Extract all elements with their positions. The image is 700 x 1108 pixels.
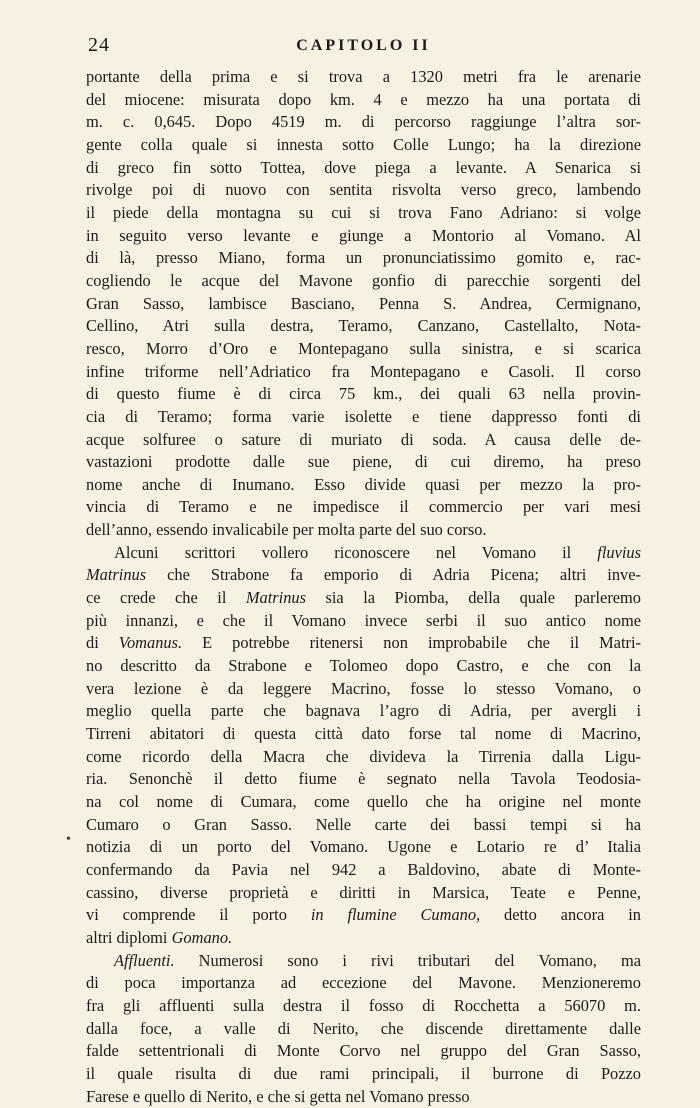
- text-run: Cellino, Atri sulla destra, Teramo, Canzano, Castellalto, Nota-: [86, 316, 641, 336]
- text-line: [86, 406, 641, 429]
- text-run: Tirreni abitatori di questa città dato forse tal nome di Macrino,: [86, 724, 641, 744]
- text-run: il quale risulta di due rami principali, il burrone di Pozzo: [86, 1063, 641, 1083]
- text-line: [86, 89, 641, 112]
- text-line: [86, 836, 641, 859]
- text-line: [86, 225, 641, 248]
- italic-text: Vomanus.: [118, 633, 183, 653]
- text-run: Farese e quello di Nerito, e che si getta nel Vomano presso: [86, 1086, 470, 1106]
- paragraph: [86, 66, 641, 542]
- italic-text: in flumine Cumano,: [310, 905, 481, 925]
- text-line: [86, 270, 641, 293]
- margin-mark: •: [66, 832, 71, 847]
- running-head: CAPITOLO II: [296, 37, 431, 54]
- italic-text: Matrinus: [86, 565, 147, 585]
- text-run: notizia di un porto del Vomano. Ugone e Lotario re d’ Italia: [86, 837, 641, 857]
- text-line: [86, 1018, 641, 1041]
- text-line: [86, 746, 641, 769]
- page-header: [86, 34, 641, 64]
- text-line: [86, 632, 641, 655]
- text-line: [86, 972, 641, 995]
- text-run: detto ancora in: [480, 905, 641, 925]
- text-line: [86, 655, 641, 678]
- italic-text: fluvius: [597, 542, 641, 562]
- text-run: meglio quella parte che bagnava l’agro di Adria, per avergli i: [86, 701, 641, 721]
- text-line: [86, 587, 641, 610]
- text-run: Gran Sasso, lambisce Basciano, Penna S. Andrea, Cermignano,: [86, 293, 641, 313]
- text-run: falde settentrionali di Monte Corvo nel gruppo del Gran Sasso,: [86, 1041, 641, 1061]
- text-line: [86, 995, 641, 1018]
- text-run: fra gli affluenti sulla destra il fosso di Rocchetta a 56070 m.: [86, 995, 641, 1015]
- text-run: che Strabone fa emporio di Adria Picena; altri inve-: [146, 565, 641, 585]
- text-run: acque solfuree o sature di muriato di soda. A causa delle de-: [86, 429, 641, 449]
- paragraph: [86, 950, 641, 1108]
- text-run: dell’anno, essendo invalicabile per molta parte del suo corso.: [86, 520, 487, 540]
- text-line: [86, 66, 641, 89]
- text-run: sia la Piomba, della quale parleremo: [306, 588, 641, 608]
- text-run: di greco fin sotto Tottea, dove piega a levante. A Senarica si: [86, 157, 641, 177]
- text-line: [86, 429, 641, 452]
- text-line: [86, 768, 641, 791]
- text-line: [86, 882, 641, 905]
- text-line: [86, 474, 641, 497]
- text-run: di poca importanza ad eccezione del Mavone. Menzioneremo: [86, 973, 641, 993]
- page-number: 24: [88, 34, 110, 56]
- text-line: [86, 293, 641, 316]
- text-line: [86, 111, 641, 134]
- text-line: [86, 950, 641, 973]
- text-run: altri diplomi: [86, 927, 172, 947]
- text-run: ria. Senonchè il detto fiume è segnato nella Tavola Teodosia-: [86, 769, 641, 789]
- text-run: gente colla quale si innesta sotto Colle Lungo; ha la direzione: [86, 134, 641, 154]
- text-line: [86, 179, 641, 202]
- text-line: [86, 451, 641, 474]
- text-run: di là, presso Miano, forma un pronunciatissimo gomito e, rac-: [86, 248, 641, 268]
- text-run: E potrebbe ritenersi non improbabile che il Matri-: [182, 633, 641, 653]
- text-run: cassino, diverse proprietà e diritti in Marsica, Teate e Penne,: [86, 882, 641, 902]
- text-run: portante della prima e si trova a 1320 metri fra le arenarie: [86, 67, 641, 86]
- text-run: cogliendo le acque del Mavone gonfio di parecchie sorgenti del: [86, 270, 641, 290]
- text-run: vastazioni prodotte dalle sue piene, di cui diremo, ha preso: [86, 452, 641, 472]
- text-line: [86, 338, 641, 361]
- text-run: Numerosi sono i rivi tributari del Vomano, ma: [174, 950, 641, 970]
- text-line: [86, 791, 641, 814]
- text-run: più innanzi, e che il Vomano invece serbi il suo antico nome: [86, 610, 641, 630]
- text-line: [86, 134, 641, 157]
- text-run: il piede della montagna su cui si trova Fano Adriano: si volge: [86, 202, 641, 222]
- text-line: [86, 383, 641, 406]
- text-line: [86, 157, 641, 180]
- text-run: Cumaro o Gran Sasso. Nelle carte dei bassi tempi si ha: [86, 814, 641, 834]
- text-run: in seguito verso levante e giunge a Montorio al Vomano. Al: [86, 225, 641, 245]
- text-run: Alcuni scrittori vollero riconoscere nel Vomano il: [114, 542, 598, 562]
- text-run: vincia di Teramo e ne impedisce il commercio per vari mesi: [86, 497, 641, 517]
- text-line: [86, 814, 641, 837]
- text-run: ce crede che il: [86, 588, 246, 608]
- text-line: [86, 610, 641, 633]
- text-run: come ricordo della Macra che divideva la Tirrenia dalla Ligu-: [86, 746, 641, 766]
- text-line: [86, 315, 641, 338]
- text-line: [86, 859, 641, 882]
- text-line: [86, 361, 641, 384]
- text-line: [86, 678, 641, 701]
- text-run: infine triforme nell’Adriatico fra Montepagano e Casoli. Il corso: [86, 361, 641, 381]
- paragraph: [86, 542, 641, 950]
- italic-text: Affluenti.: [114, 950, 175, 970]
- text-line: [86, 723, 641, 746]
- text-run: dalla foce, a valle di Nerito, che discende direttamente dalle: [86, 1018, 641, 1038]
- text-line: [86, 700, 641, 723]
- text-run: del miocene: misurata dopo km. 4 e mezzo ha una portata di: [86, 89, 641, 109]
- text-run: vera lezione è da leggere Macrino, fosse lo stesso Vomano, o: [86, 678, 641, 698]
- text-run: m. c. 0,645. Dopo 4519 m. di percorso raggiunge l’altra sor-: [86, 112, 641, 132]
- text-line: [86, 519, 641, 542]
- text-run: confermando da Pavia nel 942 a Baldovino, abate di Monte-: [86, 859, 641, 879]
- text-line: [86, 496, 641, 519]
- text-line: [86, 202, 641, 225]
- text-line: [86, 1040, 641, 1063]
- text-run: rivolge poi di nuovo con sentita risvolta verso greco, lambendo: [86, 180, 641, 200]
- text-run: resco, Morro d’Oro e Montepagano sulla sinistra, e si scarica: [86, 338, 641, 358]
- italic-text: Gomano.: [171, 927, 233, 947]
- text-line: [86, 247, 641, 270]
- text-line: [86, 1063, 641, 1086]
- text-line: [86, 542, 641, 565]
- text-run: di: [86, 633, 119, 653]
- text-run: nome anche di Inumano. Esso divide quasi per mezzo la pro-: [86, 474, 641, 494]
- italic-text: Matrinus: [245, 588, 306, 608]
- page-body: [86, 66, 641, 1108]
- text-run: cia di Teramo; forma varie isolette e tiene dappresso fonti di: [86, 406, 641, 426]
- text-line: [86, 904, 641, 927]
- text-run: na col nome di Cumara, come quello che ha origine nel monte: [86, 792, 641, 811]
- text-run: no descritto da Strabone e Tolomeo dopo Castro, e che con la: [86, 656, 641, 676]
- text-line: [86, 564, 641, 587]
- text-run: vi comprende il porto: [86, 905, 311, 925]
- text-run: di questo fiume è di circa 75 km., dei quali 63 nella provin-: [86, 384, 641, 404]
- text-line: [86, 927, 641, 950]
- text-line: [86, 1086, 641, 1108]
